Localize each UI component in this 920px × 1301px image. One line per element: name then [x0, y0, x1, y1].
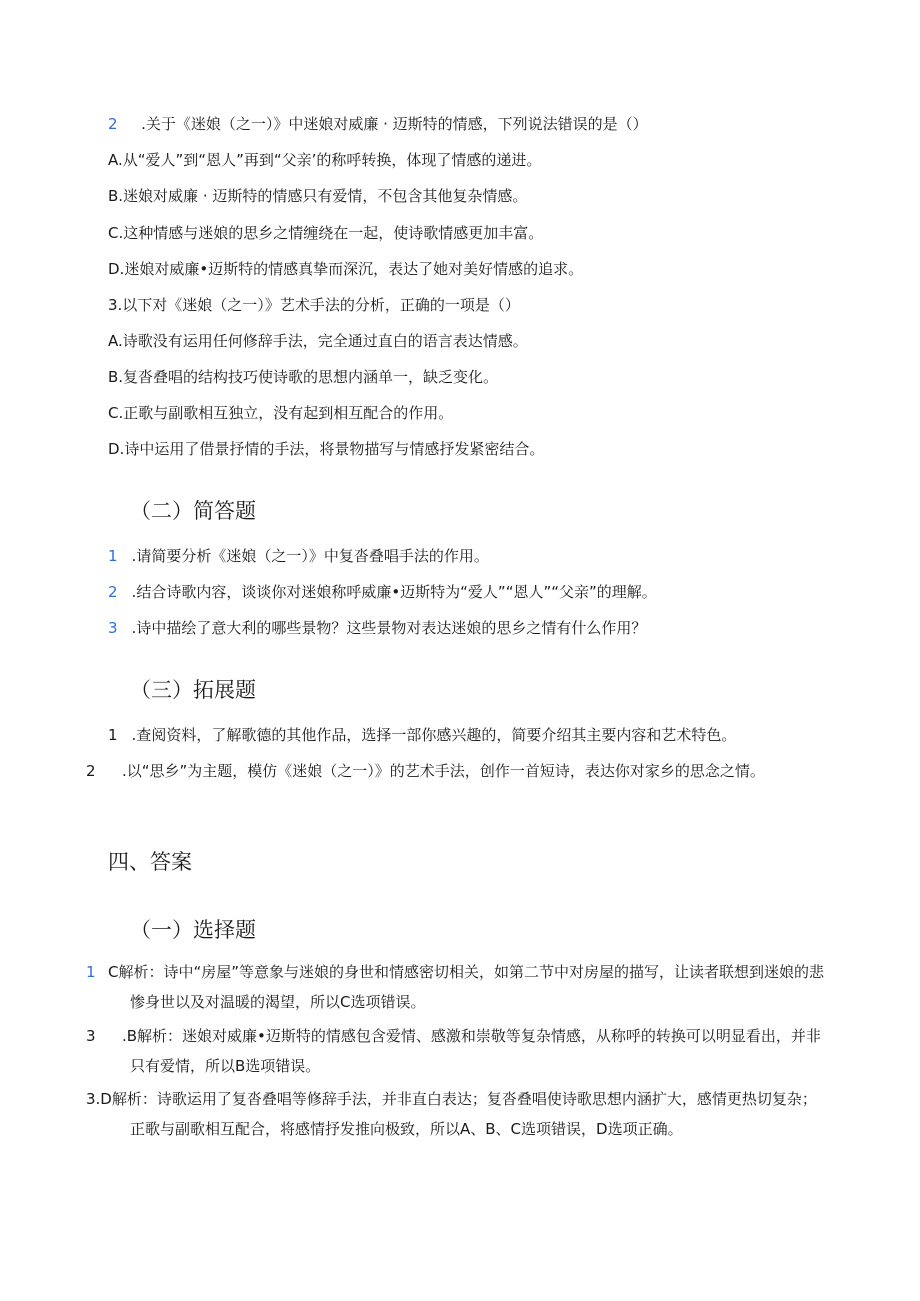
section-heading-extension: （三）拓展题	[130, 678, 256, 702]
option-a: A.诗歌没有运用任何修辞手法，完全通过直白的语言表达情感。	[108, 332, 528, 350]
answer-item: 3 .B解析：迷娘对威廉•迈斯特的情感包含爱情、感激和崇敬等复杂情感，从称呼的转换可以明显看出，并非只有爱情，所以B选项错误。	[86, 1027, 821, 1075]
option-b: B.迷娘对威廉 · 迈斯特的情感只有爱情，不包含其他复杂情感。	[108, 187, 528, 205]
list-item: 2 .以“思乡”为主题，模仿《迷娘（之一）》的艺术手法，创作一首短诗，表达你对家乡的思念之情。	[86, 762, 765, 780]
answers-subheading-choice: （一）选择题	[130, 918, 256, 942]
list-item: 2 .结合诗歌内容，谈谈你对迷娘称呼威廉•迈斯特为“爱人”“恩人”“父亲”的理解。	[108, 583, 657, 601]
list-item: 1 .查阅资料，了解歌德的其他作品，选择一部你感兴趣的，简要介绍其主要内容和艺术特色。	[108, 726, 737, 744]
question-3: 3.以下对《迷娘（之一）》艺术手法的分析，正确的一项是（）	[108, 296, 520, 314]
question-text: .关于《迷娘（之一）》中迷娘对威廉 · 迈斯特的情感，下列说法错误的是（）	[141, 115, 648, 133]
question-number: 2	[108, 115, 118, 133]
option-d: D.诗中运用了借景抒情的手法，将景物描写与情感抒发紧密结合。	[108, 440, 545, 458]
answer-item: 1 C解析：诗中“房屋”等意象与迷娘的身世和情感密切相关，如第二节中对房屋的描写，让读者联想到迷娘的悲惨身世以及对温暖的渴望，所以C选项错误。	[86, 963, 825, 1011]
option-b: B.复沓叠唱的结构技巧使诗歌的思想内涵单一，缺乏变化。	[108, 368, 499, 386]
section-heading-short-answer: （二）简答题	[130, 499, 256, 523]
list-item: 1 .请简要分析《迷娘（之一）》中复沓叠唱手法的作用。	[108, 547, 489, 565]
option-c: C.正歌与副歌相互独立，没有起到相互配合的作用。	[108, 404, 454, 422]
section-heading-answers: 四、答案	[108, 850, 192, 874]
answer-item: 3.D解析：诗歌运用了复沓叠唱等修辞手法，并非直白表达；复沓叠唱使诗歌思想内涵扩大，感情更热切复杂；正歌与副歌相互配合，将感情抒发推向极致，所以A、B、C选项错误，D选项正确。	[86, 1090, 817, 1138]
option-d: D.迷娘对威廉•迈斯特的情感真挚而深沉，表达了她对美好情感的追求。	[108, 260, 584, 278]
question-2	[108, 109, 808, 139]
option-c: C.这种情感与迷娘的思乡之情缠绕在一起，使诗歌情感更加丰富。	[108, 224, 544, 242]
option-a: A.从“爱人”到“恩人”再到“父亲’的称呼转换，体现了情感的递进。	[108, 151, 542, 169]
list-item: 3 .诗中描绘了意大利的哪些景物？这些景物对表达迷娘的思乡之情有什么作用？	[108, 619, 647, 637]
